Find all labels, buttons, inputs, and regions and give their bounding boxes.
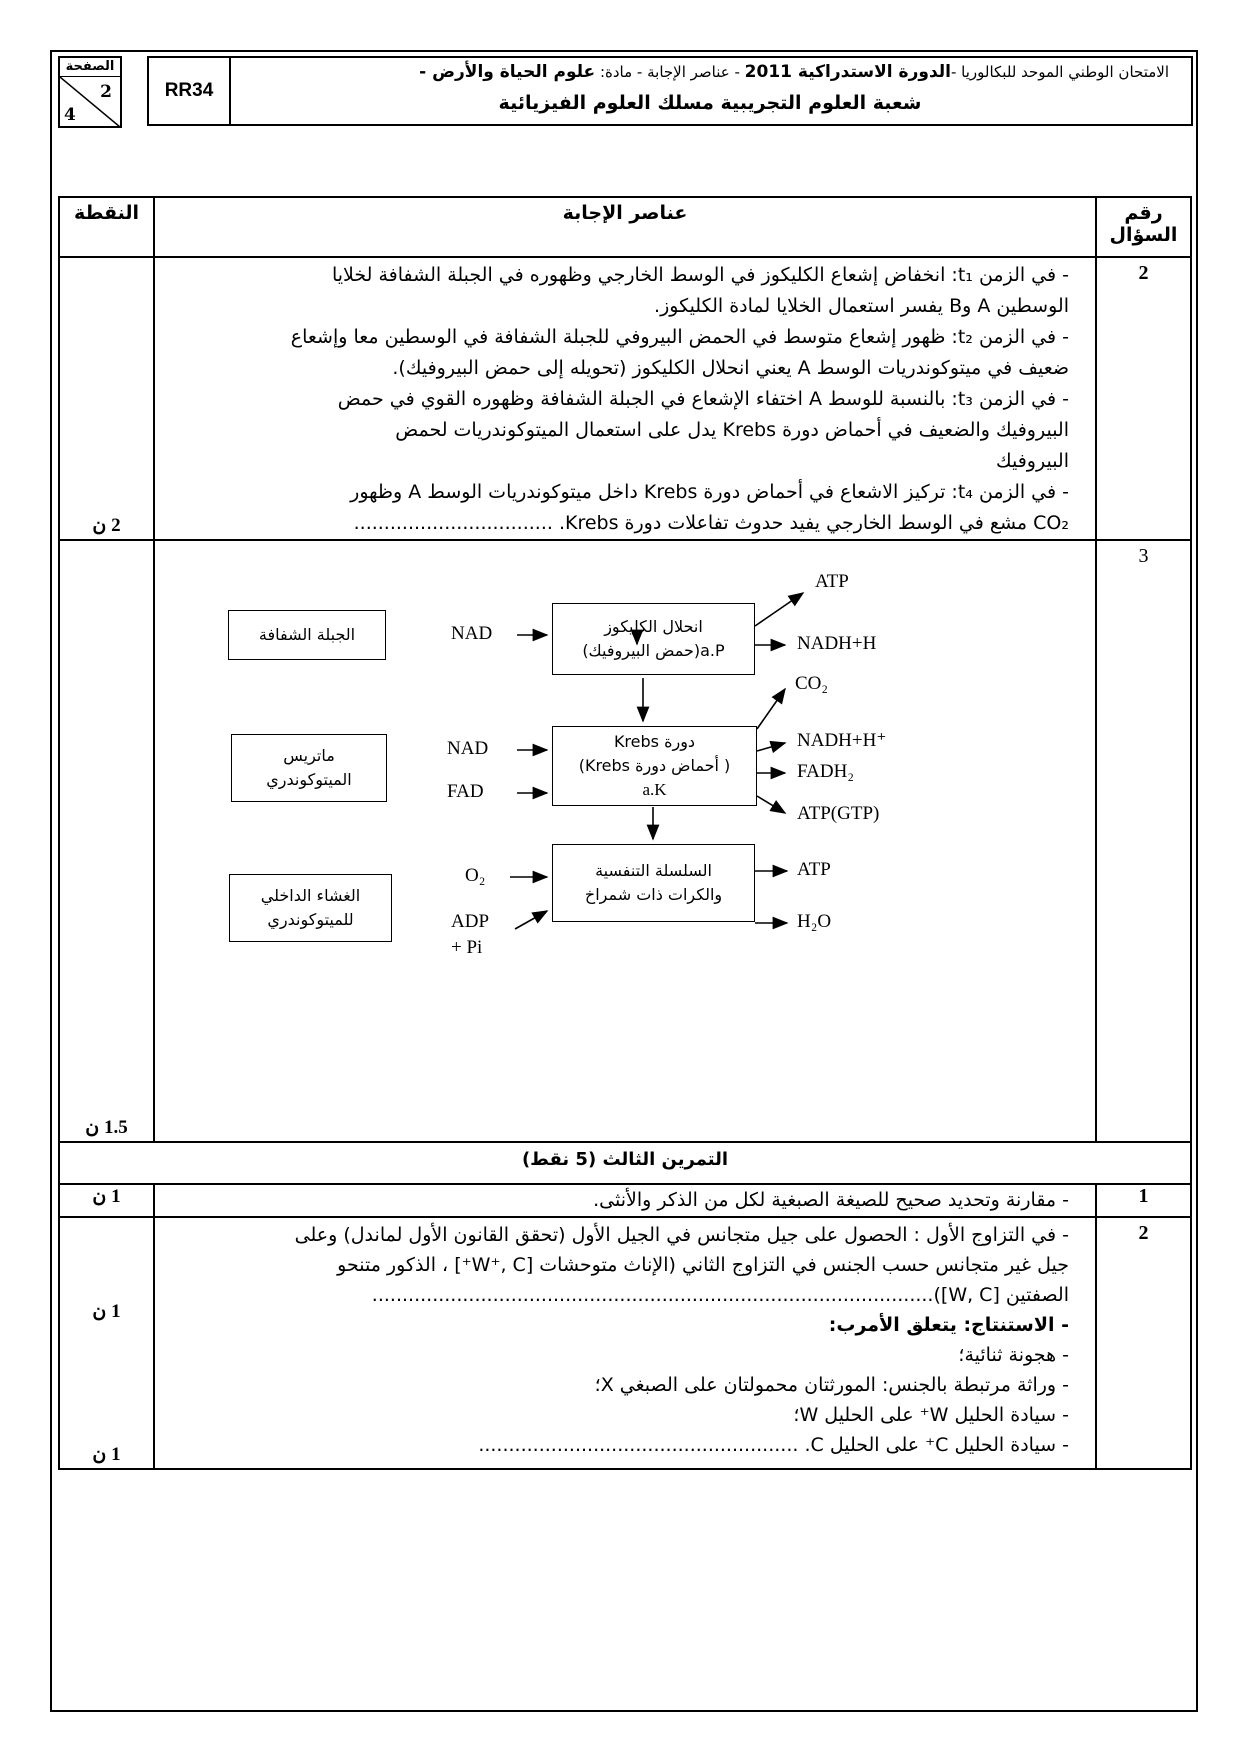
output-atp-chain: ATP (797, 859, 831, 880)
header-prefix: الامتحان الوطني الموحد للبكالوريا - (950, 63, 1169, 81)
page-current: 2 (100, 82, 112, 102)
points-cell: 1 ن 1 ن (59, 1217, 154, 1469)
question-number: 2 (1096, 1217, 1191, 1469)
glycolysis-box: انحلال الكليكوز a.P(حمض البيروفيك) (552, 603, 755, 675)
page-total: 4 (64, 105, 76, 125)
page-label: الصفحة (60, 58, 120, 77)
answer-cell: - مقارنة وتحديد صحيح للصيغة الصبغية لكل من الذكر والأنثى. (154, 1184, 1096, 1217)
loc-cytoplasm-box: الجبلة الشفافة (228, 610, 386, 660)
loc-membrane-box: الغشاء الداخلي للميتوكوندري (229, 874, 392, 942)
question-number: 2 (1096, 257, 1191, 540)
exam-code: RR34 (149, 58, 231, 124)
output-atp-gtp: ATP(GTP) (797, 803, 880, 824)
table-row (59, 257, 1191, 540)
output-h2o: H₂O (797, 911, 832, 932)
respiratory-chain-box: السلسلة التنفسية والكرات ذات شمراخ (552, 844, 755, 922)
input-o2: O₂ (465, 865, 486, 886)
header-subject: علوم الحياة والأرض - (419, 62, 596, 82)
exam-header-line2: شعبة العلوم التجريبية مسلك العلوم الفيزيائية (498, 92, 922, 114)
diagram-cell (154, 540, 1096, 1142)
exam-header (147, 56, 1193, 126)
output-nadh-krebs: NADH+H⁺ (797, 730, 887, 751)
answer-cell: - في التزاوج الأول : الحصول على جيل متجانس في الجيل الأول (تحقق القانون الأول لماندل) وعلى جيل غير متجانس حسب الجنس في التزاوج الثاني (الإناث متوحشات [W⁺, C⁺] ، الذكور متنحو الصفتين [W, C])............................................................................................. - الاستنتاج: يتعلق الأمرب: - هجونة ثنائية؛ - وراثة مرتبطة بالجنس: المورثتان محمولتان على الصبغي X؛ - سيادة الحليل W⁺ على الحليل W؛ - سيادة الحليل C⁺ على الحليل C. ..................................................... (154, 1217, 1096, 1469)
points-cell: 1 ن (59, 1184, 154, 1217)
table-header-row (59, 197, 1191, 257)
points-cell: 2 ن (59, 257, 154, 540)
answer-cell: - في الزمن t₁: انخفاض إشعاع الكليكوز في الوسط الخارجي وظهوره في الجبلة الشفافة لخلايا الوسطين A وB يفسر استعمال الخلايا لمادة الكليكوز. - في الزمن t₂: ظهور إشعاع متوسط في الحمض البيروفي للجبلة الشفافة في الوسطين معا وإشعاع ضعيف في ميتوكوندريات الوسط A يعني انحلال الكليكوز (تحويله إلى حمض البيروفيك). - في الزمن t₃: بالنسبة للوسط A اختفاء الإشعاع في الجبلة الشفافة وظهوره القوي في حمض البيروفيك والضعيف في أحماض دورة Krebs يدل على استعمال الميتوكوندريات لحمض البيروفيك - في الزمن t₄: تركيز الاشعاع في أحماض دورة Krebs داخل ميتوكوندريات الوسط A وظهور CO₂ مشع في الوسط الخارجي يفيد حدوث تفاعلات دورة Krebs. ................................. (154, 257, 1096, 540)
input-nad-krebs: NAD (447, 738, 489, 759)
table-row (59, 1184, 1191, 1217)
krebs-box: دورة Krebs ( أحماض دورة Krebs) a.K (552, 726, 757, 806)
output-fadh2: FADH₂ (797, 761, 854, 782)
output-co2: CO₂ (795, 673, 829, 694)
respiration-diagram (155, 541, 1090, 1131)
output-atp-glycolysis: ATP (815, 571, 849, 592)
points-cell: 1.5 ن (59, 540, 154, 1142)
question-number: 1 (1096, 1184, 1191, 1217)
loc-matrix-box: ماتريس الميتوكوندري (231, 734, 387, 802)
col-points-header: النقطة (59, 197, 154, 257)
exam-header-line1 (419, 62, 1169, 82)
output-nadh-glycolysis: NADH+H (797, 633, 877, 654)
col-answer-header: عناصر الإجابة (154, 197, 1096, 257)
table-row (59, 540, 1191, 1142)
input-adp: ADP (451, 911, 490, 932)
header-session: الدورة الاستدراكية 2011 (744, 62, 951, 82)
col-question-header: رقم السؤال (1096, 197, 1191, 257)
question-number: 3 (1096, 540, 1191, 1142)
input-nad-glycolysis: NAD (451, 623, 493, 644)
page-number-box (58, 56, 122, 128)
table-row (59, 1217, 1191, 1469)
section-title-row (59, 1142, 1191, 1184)
input-pi: + Pi (451, 937, 483, 958)
input-fad: FAD (447, 781, 484, 802)
answer-table (58, 196, 1192, 1470)
header-mid: - عناصر الإجابة - مادة: (599, 63, 740, 81)
section-title: التمرين الثالث (5 نقط) (59, 1142, 1191, 1184)
